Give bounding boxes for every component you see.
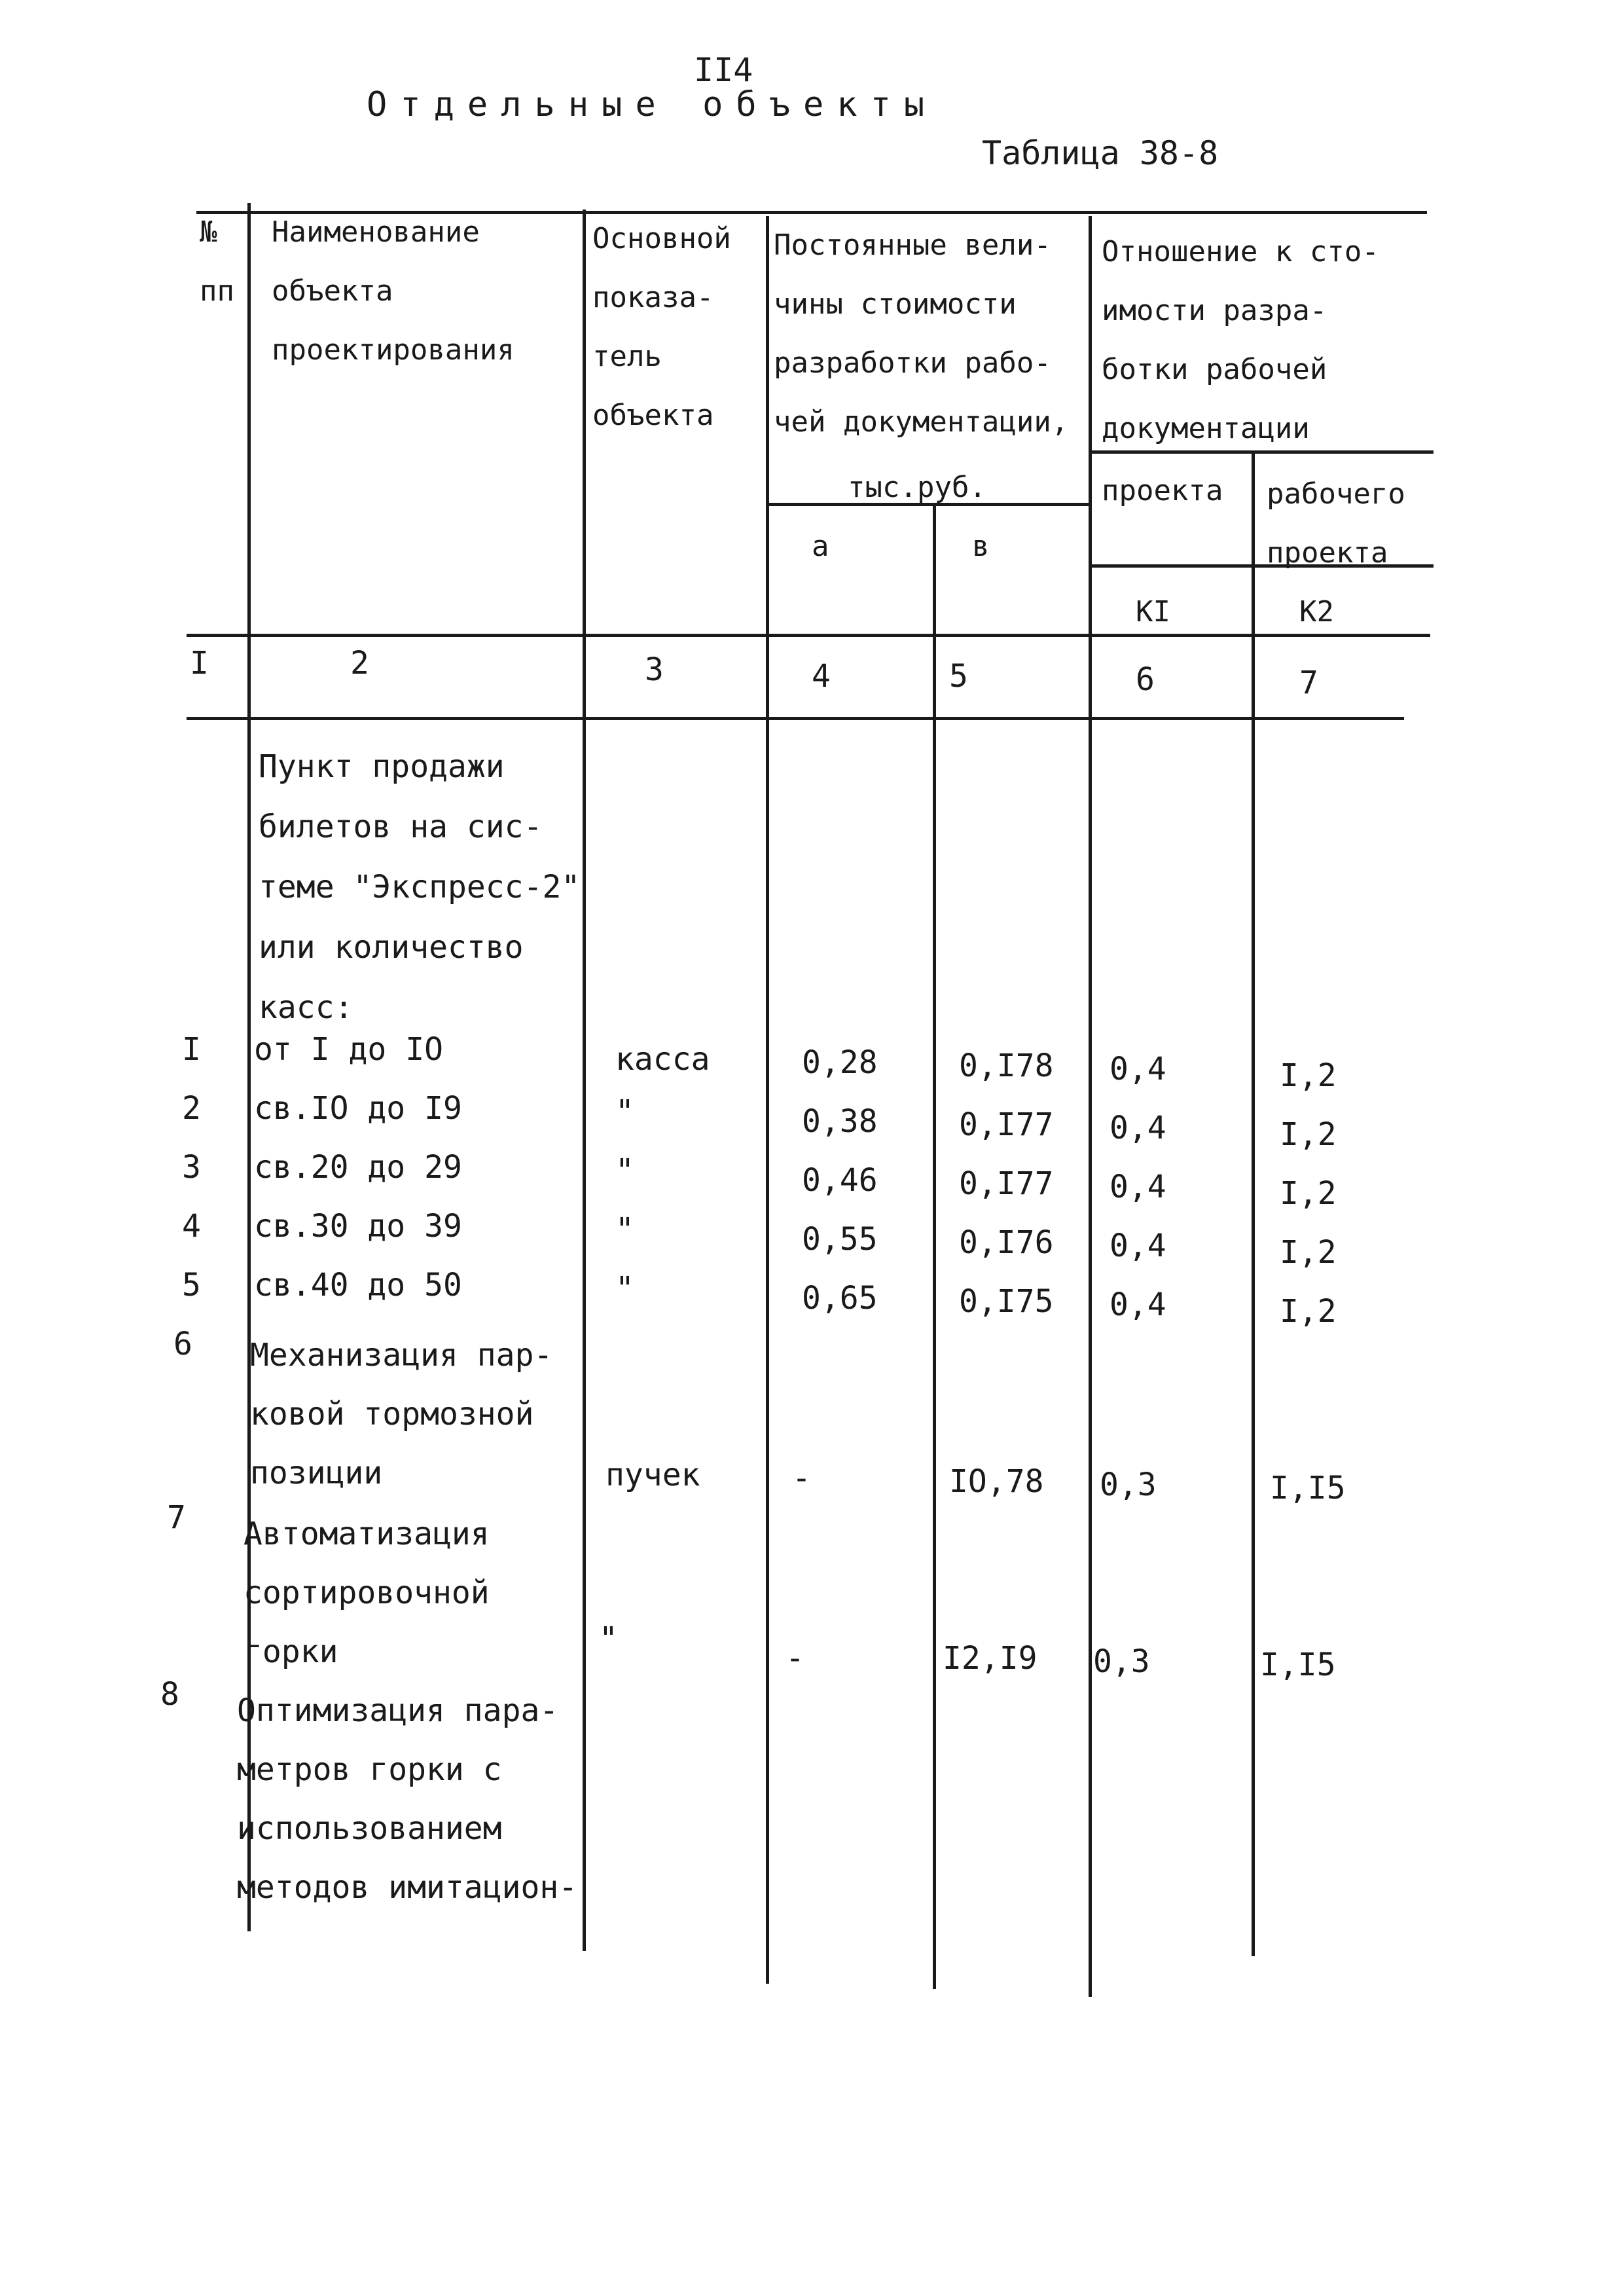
row-value-b: IO,78 (949, 1463, 1044, 1500)
row-name (244, 1504, 490, 1681)
row-value-a: 0,55 (802, 1221, 878, 1258)
row-value-k2: I,I5 (1270, 1470, 1346, 1506)
row-name: св.40 до 50 (254, 1267, 462, 1303)
group-title-line: теме "Экспресс-2" (259, 869, 581, 905)
row-value-a: 0,28 (802, 1044, 878, 1081)
row-number: 3 (182, 1149, 201, 1186)
row-value-k1: 0,4 (1110, 1286, 1166, 1323)
header-col45-line: Постоянные вели- (774, 228, 1051, 262)
column-number: 2 (350, 645, 369, 682)
header-bottom-border (187, 634, 1430, 637)
row-value-k1: 0,4 (1110, 1051, 1166, 1087)
row-value-k2: I,2 (1280, 1057, 1337, 1094)
header-col45 (774, 216, 1068, 452)
group-title-line: или количество (259, 929, 524, 966)
header-col7-line: проекта (1267, 536, 1388, 570)
row-name (237, 1681, 577, 1917)
page-number: II4 (694, 51, 753, 89)
group-title (259, 737, 580, 1038)
row-value-b: 0,I78 (959, 1048, 1054, 1084)
header-col67-line: Отношение к сто- (1102, 235, 1379, 268)
header-col3 (592, 210, 731, 445)
row-name-line: использованием (237, 1810, 502, 1847)
row-value-a: 0,38 (802, 1103, 878, 1140)
row-unit: " (615, 1152, 634, 1189)
header-col45-line: разработки рабо- (774, 346, 1051, 380)
row-number: 5 (182, 1267, 201, 1303)
row-value-b: 0,I75 (959, 1283, 1054, 1320)
row-name (250, 1326, 552, 1503)
row-value-k1: 0,4 (1110, 1110, 1166, 1146)
header-col6: проекта (1102, 474, 1223, 507)
row-name: св.IO до I9 (254, 1090, 462, 1127)
row-number: 6 (173, 1326, 192, 1362)
header-col3-line: тель (592, 340, 662, 373)
row-number: 4 (182, 1208, 201, 1245)
row-value-k1: 0,3 (1100, 1467, 1157, 1503)
row-unit: " (615, 1093, 634, 1130)
row-value-k1: 0,4 (1110, 1228, 1166, 1264)
row-name-line: горки (244, 1633, 338, 1670)
row-value-k2: I,2 (1280, 1234, 1337, 1271)
row-unit: " (615, 1270, 634, 1307)
header-col2 (272, 203, 514, 380)
row-name-line: сортировочной (244, 1575, 490, 1611)
row-value-k2: I,2 (1280, 1116, 1337, 1153)
row-value-b: 0,I77 (959, 1106, 1054, 1143)
row-number: 2 (182, 1090, 201, 1127)
column-divider-5 (1089, 216, 1092, 1997)
header-col45-line: чины стоимости (774, 287, 1017, 321)
row-unit: " (615, 1211, 634, 1248)
header-col67-line: ботки рабочей (1102, 353, 1327, 386)
column-number: 4 (812, 658, 831, 695)
row-value-b: I2,I9 (943, 1640, 1038, 1677)
row-value-k2: I,I5 (1260, 1647, 1336, 1683)
column-number: I (190, 645, 209, 682)
row-unit: касса (615, 1041, 710, 1078)
row-value-a: 0,65 (802, 1280, 878, 1317)
row-value-k1: 0,4 (1110, 1169, 1166, 1205)
row-value-k1: 0,3 (1093, 1643, 1150, 1680)
header-col2-line: объекта (272, 274, 393, 308)
header-col3-line: объекта (592, 399, 714, 432)
header-col5: в (972, 530, 990, 563)
header-k1: KI (1136, 595, 1170, 629)
column-divider-2 (583, 210, 586, 1951)
header-col45-unit: тыс.руб. (848, 471, 986, 504)
row-unit: " (599, 1620, 618, 1657)
row-value-b: 0,I77 (959, 1165, 1054, 1202)
row-value-a: 0,46 (802, 1162, 878, 1199)
row-name-line: Оптимизация пара- (237, 1692, 559, 1729)
column-divider-6 (1252, 450, 1255, 1956)
column-number: 3 (645, 651, 664, 688)
header-col3-line: показа- (592, 281, 714, 314)
column-number: 7 (1299, 665, 1318, 701)
table-label: Таблица 38-8 (982, 134, 1219, 172)
row-unit: пучек (605, 1457, 700, 1493)
row-number: I (182, 1031, 201, 1068)
header-col7 (1267, 465, 1405, 583)
header-col7-line: рабочего (1267, 477, 1405, 511)
row-number: 8 (160, 1676, 179, 1713)
header-col67-line: документации (1102, 412, 1310, 445)
header-col1 (200, 203, 234, 321)
group-title-line: Пункт продажи (259, 748, 505, 785)
header-col67-line: имости разра- (1102, 294, 1327, 327)
section-title: Отдельные объекты (367, 85, 938, 124)
row-name-line: методов имитацион- (237, 1869, 578, 1906)
group-title-line: билетов на сис- (259, 809, 543, 845)
column-number: 6 (1136, 661, 1155, 698)
header-col2-line: Наименование (272, 215, 480, 249)
row-name: от I до IO (254, 1031, 443, 1068)
column-number: 5 (949, 658, 968, 695)
row-value-a: - (785, 1640, 804, 1677)
header-col4: а (812, 530, 829, 563)
row-value-b: 0,I76 (959, 1224, 1054, 1261)
header-col45-line: чей документации, (774, 405, 1069, 439)
row-value-k2: I,2 (1280, 1175, 1337, 1212)
column-divider-4 (933, 503, 936, 1989)
row-value-a: - (792, 1460, 811, 1497)
header-col67 (1102, 223, 1379, 458)
header-k2: K2 (1299, 595, 1334, 629)
row-name-line: Автоматизация (244, 1516, 490, 1552)
row-name: св.30 до 39 (254, 1208, 462, 1245)
row-name-line: ковой тормозной (250, 1396, 534, 1432)
column-numbers-bottom-border (187, 717, 1404, 720)
row-name-line: позиции (250, 1455, 383, 1491)
row-value-k2: I,2 (1280, 1293, 1337, 1330)
header-col3-line: Основной (592, 222, 731, 255)
column-divider-3 (766, 216, 769, 1984)
row-name-line: метров горки с (237, 1751, 502, 1788)
group-title-line: касс: (259, 989, 353, 1026)
header-col1-line: пп (200, 274, 234, 308)
header-col2-line: проектирования (272, 333, 514, 367)
header-col1-line: № (200, 215, 217, 249)
row-name-line: Механизация пар- (250, 1337, 553, 1374)
row-name: св.20 до 29 (254, 1149, 462, 1186)
row-number: 7 (167, 1499, 186, 1536)
